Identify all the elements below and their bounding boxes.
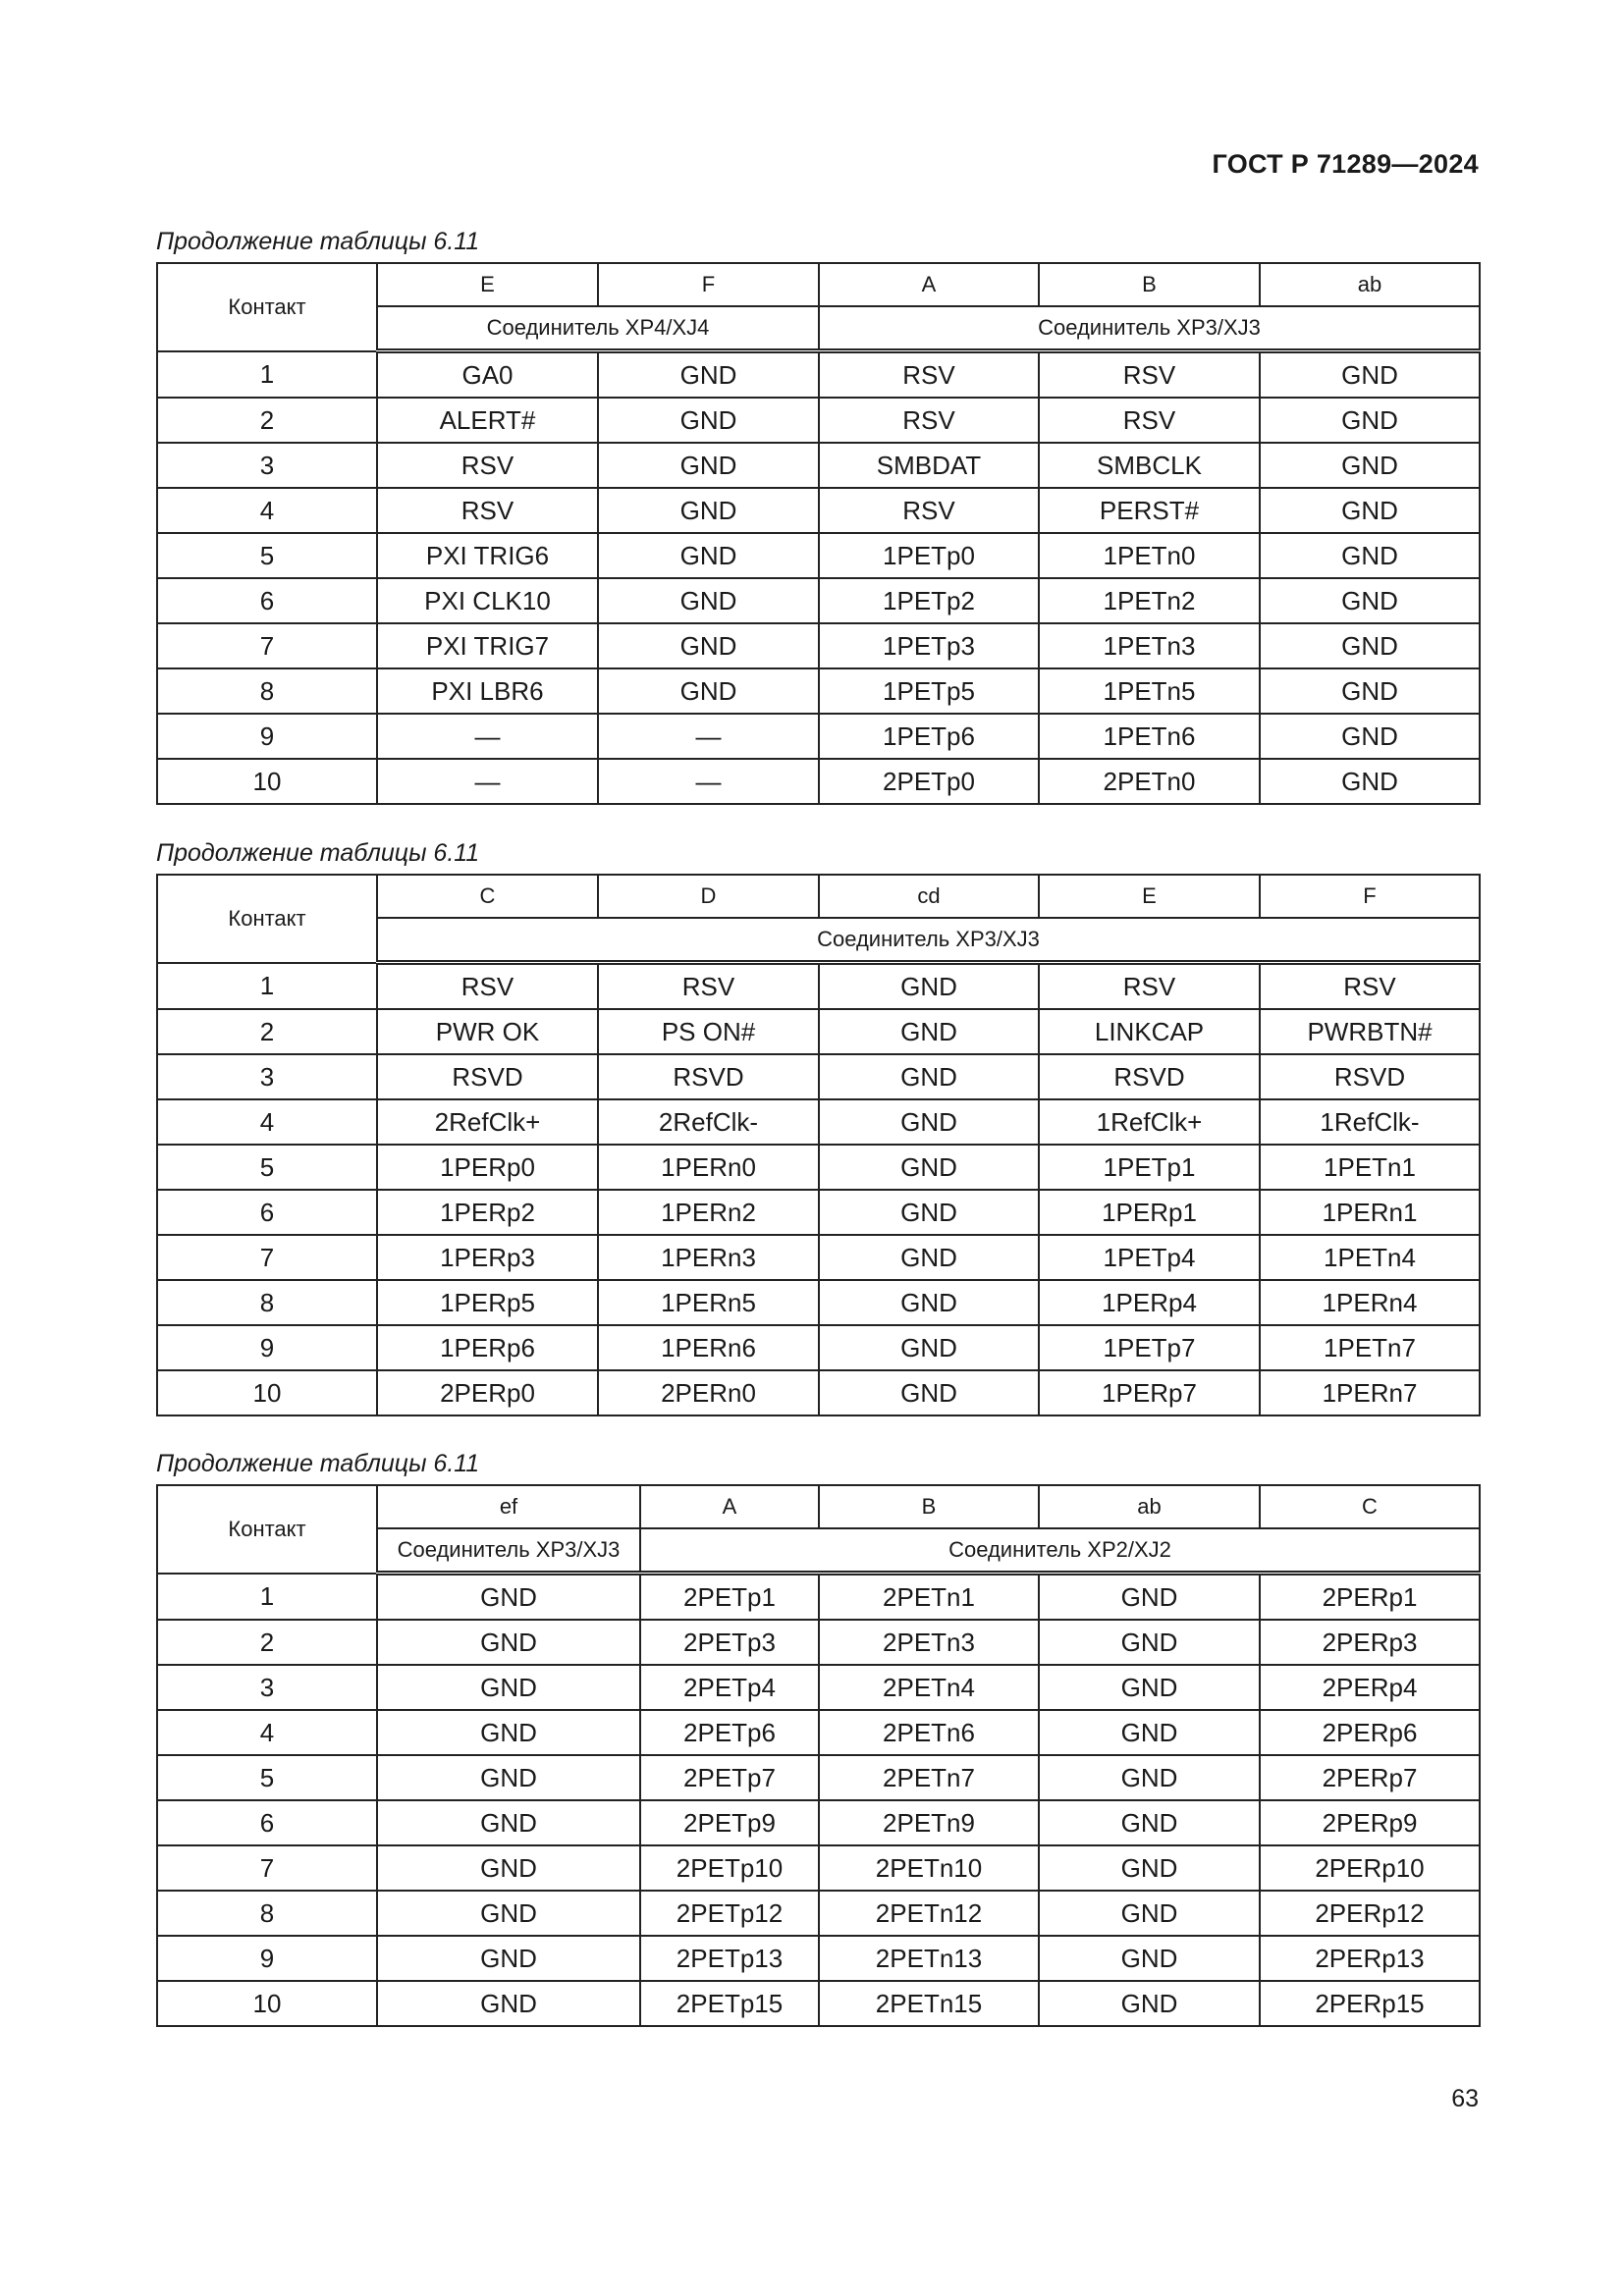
contact-number-cell: 1	[157, 1574, 377, 1621]
pin-signal-cell: GND	[819, 1190, 1039, 1235]
pin-signal-cell: 2PERp3	[1260, 1620, 1480, 1665]
table-row	[157, 578, 1480, 623]
pin-signal-cell: PS ON#	[598, 1009, 819, 1054]
pin-signal-cell: RSV	[819, 398, 1039, 443]
contact-header: Контакт	[157, 1485, 377, 1574]
pin-signal-cell: RSVD	[1039, 1054, 1260, 1099]
pin-signal-cell: GND	[1039, 1981, 1260, 2026]
column-header: E	[377, 263, 598, 306]
contact-number-cell: 4	[157, 1099, 377, 1145]
table-row	[157, 1755, 1480, 1800]
table-row	[157, 533, 1480, 578]
pin-signal-cell: 1PETn2	[1039, 578, 1260, 623]
pin-table-2	[156, 874, 1481, 1416]
pin-signal-cell: 1PETn7	[1260, 1325, 1480, 1370]
table-row	[157, 1845, 1480, 1891]
connector-group-header: Соединитель XP3/XJ3	[819, 306, 1480, 351]
pin-signal-cell: GND	[1260, 759, 1480, 804]
pin-signal-cell: GND	[819, 1145, 1039, 1190]
column-header: B	[819, 1485, 1039, 1528]
contact-number-cell: 10	[157, 1370, 377, 1415]
column-header: F	[1260, 875, 1480, 918]
table-row	[157, 1891, 1480, 1936]
pin-signal-cell: GND	[598, 668, 819, 714]
document-id-header: ГОСТ Р 71289—2024	[1212, 149, 1479, 179]
pin-signal-cell: GND	[377, 1981, 640, 2026]
pin-signal-cell: 2PERp4	[1260, 1665, 1480, 1710]
pin-signal-cell: —	[598, 759, 819, 804]
pin-signal-cell: GND	[1260, 533, 1480, 578]
pin-signal-cell: GND	[819, 1009, 1039, 1054]
pin-signal-cell: 2PETp12	[640, 1891, 819, 1936]
contact-number-cell: 2	[157, 1009, 377, 1054]
table-row	[157, 1981, 1480, 2026]
contact-header: Контакт	[157, 875, 377, 963]
pin-signal-cell: GND	[819, 1235, 1039, 1280]
pin-signal-cell: RSVD	[1260, 1054, 1480, 1099]
pin-signal-cell: 1PETn1	[1260, 1145, 1480, 1190]
pin-signal-cell: 2PETp4	[640, 1665, 819, 1710]
table-header-row	[157, 1485, 1480, 1528]
pin-signal-cell: 1PERp3	[377, 1235, 598, 1280]
pin-signal-cell: 2RefClk-	[598, 1099, 819, 1145]
pin-signal-cell: GND	[1260, 668, 1480, 714]
pin-signal-cell: PXI CLK10	[377, 578, 598, 623]
pin-signal-cell: 1PETn3	[1039, 623, 1260, 668]
pin-signal-cell: GND	[377, 1800, 640, 1845]
contact-number-cell: 1	[157, 963, 377, 1010]
pin-signal-cell: RSV	[598, 963, 819, 1010]
pin-signal-cell: 1PERp4	[1039, 1280, 1260, 1325]
table-row	[157, 1620, 1480, 1665]
contact-number-cell: 6	[157, 1800, 377, 1845]
pin-signal-cell: 1PERn6	[598, 1325, 819, 1370]
pin-signal-cell: 1PETn0	[1039, 533, 1260, 578]
contact-number-cell: 10	[157, 759, 377, 804]
table-row	[157, 1370, 1480, 1415]
pin-signal-cell: GND	[598, 488, 819, 533]
table-row	[157, 1710, 1480, 1755]
pin-signal-cell: 1RefClk-	[1260, 1099, 1480, 1145]
pin-signal-cell: GND	[819, 1280, 1039, 1325]
pin-signal-cell: GND	[1039, 1755, 1260, 1800]
contact-number-cell: 8	[157, 1280, 377, 1325]
table-row	[157, 351, 1480, 399]
pin-signal-cell: GND	[1260, 623, 1480, 668]
pin-signal-cell: 2PERp0	[377, 1370, 598, 1415]
pin-signal-cell: GND	[1260, 398, 1480, 443]
connector-group-header: Соединитель XP3/XJ3	[377, 918, 1480, 963]
table-row	[157, 398, 1480, 443]
pin-signal-cell: 2PETn7	[819, 1755, 1039, 1800]
pin-signal-cell: GND	[598, 443, 819, 488]
pin-signal-cell: GND	[1260, 578, 1480, 623]
table-3-caption: Продолжение таблицы 6.11	[156, 1450, 480, 1477]
table-row	[157, 488, 1480, 533]
contact-number-cell: 9	[157, 1936, 377, 1981]
table-row	[157, 1936, 1480, 1981]
pin-signal-cell: 2PERp1	[1260, 1574, 1480, 1621]
column-header: A	[640, 1485, 819, 1528]
page-number: 63	[1451, 2085, 1479, 2112]
pin-signal-cell: 2PERp13	[1260, 1936, 1480, 1981]
pin-signal-cell: RSV	[1039, 963, 1260, 1010]
pin-signal-cell: GND	[598, 623, 819, 668]
contact-number-cell: 3	[157, 443, 377, 488]
pin-signal-cell: RSV	[1260, 963, 1480, 1010]
pin-signal-cell: 2PETp3	[640, 1620, 819, 1665]
pin-signal-cell: 1PERn2	[598, 1190, 819, 1235]
contact-number-cell: 6	[157, 578, 377, 623]
pin-signal-cell: 2PETn1	[819, 1574, 1039, 1621]
pin-signal-cell: RSV	[819, 488, 1039, 533]
pin-signal-cell: GND	[598, 578, 819, 623]
pin-signal-cell: PXI LBR6	[377, 668, 598, 714]
column-header: ab	[1039, 1485, 1260, 1528]
pin-signal-cell: 1PETn5	[1039, 668, 1260, 714]
pin-table-1	[156, 262, 1481, 805]
pin-signal-cell: GND	[598, 351, 819, 399]
table-row	[157, 714, 1480, 759]
contact-number-cell: 7	[157, 623, 377, 668]
pin-signal-cell: 1PERn1	[1260, 1190, 1480, 1235]
column-header: E	[1039, 875, 1260, 918]
table-header-row	[157, 263, 1480, 306]
table-row	[157, 668, 1480, 714]
pin-signal-cell: GND	[377, 1891, 640, 1936]
column-header: A	[819, 263, 1039, 306]
table-row	[157, 1325, 1480, 1370]
pin-signal-cell: GND	[819, 1099, 1039, 1145]
contact-number-cell: 9	[157, 1325, 377, 1370]
pin-signal-cell: PXI TRIG7	[377, 623, 598, 668]
pin-signal-cell: 2PETn4	[819, 1665, 1039, 1710]
pin-signal-cell: 1PERn5	[598, 1280, 819, 1325]
table-row	[157, 1190, 1480, 1235]
pin-signal-cell: 1PERn0	[598, 1145, 819, 1190]
contact-number-cell: 5	[157, 533, 377, 578]
pin-signal-cell: LINKCAP	[1039, 1009, 1260, 1054]
pin-signal-cell: RSV	[377, 963, 598, 1010]
pin-signal-cell: 2PETn0	[1039, 759, 1260, 804]
pin-signal-cell: GND	[819, 963, 1039, 1010]
pin-signal-cell: 1PERp7	[1039, 1370, 1260, 1415]
pin-signal-cell: 2PETp1	[640, 1574, 819, 1621]
pin-signal-cell: 2PETn12	[819, 1891, 1039, 1936]
column-header: F	[598, 263, 819, 306]
pin-signal-cell: GND	[1039, 1665, 1260, 1710]
column-header: cd	[819, 875, 1039, 918]
pin-signal-cell: GND	[1260, 351, 1480, 399]
column-header: B	[1039, 263, 1260, 306]
pin-signal-cell: 2PETp13	[640, 1936, 819, 1981]
table-row	[157, 1145, 1480, 1190]
table-row	[157, 623, 1480, 668]
pin-signal-cell: GA0	[377, 351, 598, 399]
pin-signal-cell: GND	[1039, 1891, 1260, 1936]
pin-signal-cell: 2PETp6	[640, 1710, 819, 1755]
pin-signal-cell: GND	[377, 1845, 640, 1891]
pin-signal-cell: PWRBTN#	[1260, 1009, 1480, 1054]
pin-signal-cell: RSV	[1039, 398, 1260, 443]
pin-signal-cell: GND	[1260, 714, 1480, 759]
pin-signal-cell: 2PETp15	[640, 1981, 819, 2026]
table-row	[157, 1574, 1480, 1621]
contact-number-cell: 9	[157, 714, 377, 759]
contact-header: Контакт	[157, 263, 377, 351]
pin-signal-cell: 2PETn13	[819, 1936, 1039, 1981]
pin-signal-cell: 1PERp2	[377, 1190, 598, 1235]
contact-number-cell: 8	[157, 668, 377, 714]
pin-signal-cell: RSV	[819, 351, 1039, 399]
table-row	[157, 443, 1480, 488]
pin-signal-cell: 1PETp2	[819, 578, 1039, 623]
pin-signal-cell: 1PETp4	[1039, 1235, 1260, 1280]
column-header: ef	[377, 1485, 640, 1528]
pin-signal-cell: 1PETn6	[1039, 714, 1260, 759]
pin-signal-cell: GND	[1039, 1936, 1260, 1981]
table-row	[157, 1009, 1480, 1054]
pin-signal-cell: RSV	[1039, 351, 1260, 399]
pin-signal-cell: 1PETp3	[819, 623, 1039, 668]
pin-signal-cell: GND	[377, 1620, 640, 1665]
pin-signal-cell: 2PETn15	[819, 1981, 1039, 2026]
contact-number-cell: 3	[157, 1665, 377, 1710]
pin-signal-cell: GND	[377, 1574, 640, 1621]
pin-signal-cell: 1PERn7	[1260, 1370, 1480, 1415]
contact-number-cell: 7	[157, 1235, 377, 1280]
pin-signal-cell: RSVD	[377, 1054, 598, 1099]
pin-signal-cell: 1PETp5	[819, 668, 1039, 714]
pin-signal-cell: GND	[377, 1936, 640, 1981]
pin-signal-cell: 2PERp7	[1260, 1755, 1480, 1800]
pin-signal-cell: 1PETn4	[1260, 1235, 1480, 1280]
pin-signal-cell: 2PETn9	[819, 1800, 1039, 1845]
pin-signal-cell: 1PERn3	[598, 1235, 819, 1280]
pin-signal-cell: 2PERp12	[1260, 1891, 1480, 1936]
contact-number-cell: 4	[157, 488, 377, 533]
pin-signal-cell: GND	[598, 398, 819, 443]
pin-signal-cell: GND	[1039, 1845, 1260, 1891]
pin-signal-cell: RSV	[377, 488, 598, 533]
contact-number-cell: 3	[157, 1054, 377, 1099]
pin-signal-cell: 1PERp1	[1039, 1190, 1260, 1235]
pin-signal-cell: 2PETn6	[819, 1710, 1039, 1755]
pin-signal-cell: RSV	[377, 443, 598, 488]
contact-number-cell: 5	[157, 1145, 377, 1190]
pin-signal-cell: 1RefClk+	[1039, 1099, 1260, 1145]
pin-signal-cell: 1PETp6	[819, 714, 1039, 759]
contact-number-cell: 2	[157, 398, 377, 443]
pin-signal-cell: 2PERp15	[1260, 1981, 1480, 2026]
pin-signal-cell: 2PERp6	[1260, 1710, 1480, 1755]
pin-signal-cell: 2PETp7	[640, 1755, 819, 1800]
table-row	[157, 1235, 1480, 1280]
column-header: ab	[1260, 263, 1480, 306]
table-row	[157, 1665, 1480, 1710]
pin-signal-cell: 2PERn0	[598, 1370, 819, 1415]
pin-signal-cell: SMBDAT	[819, 443, 1039, 488]
contact-number-cell: 8	[157, 1891, 377, 1936]
contact-number-cell: 2	[157, 1620, 377, 1665]
pin-signal-cell: 2PETp0	[819, 759, 1039, 804]
pin-signal-cell: GND	[819, 1054, 1039, 1099]
pin-signal-cell: GND	[377, 1710, 640, 1755]
pin-signal-cell: 1PERp6	[377, 1325, 598, 1370]
pin-signal-cell: GND	[1039, 1620, 1260, 1665]
pin-signal-cell: 1PERp5	[377, 1280, 598, 1325]
pin-signal-cell: GND	[377, 1665, 640, 1710]
pin-signal-cell: GND	[1260, 488, 1480, 533]
table-row	[157, 1280, 1480, 1325]
pin-signal-cell: 2PERp10	[1260, 1845, 1480, 1891]
pin-signal-cell: 2RefClk+	[377, 1099, 598, 1145]
table-row	[157, 1800, 1480, 1845]
pin-signal-cell: 1PETp1	[1039, 1145, 1260, 1190]
contact-number-cell: 1	[157, 351, 377, 399]
pin-signal-cell: 2PETn3	[819, 1620, 1039, 1665]
contact-number-cell: 7	[157, 1845, 377, 1891]
column-header: D	[598, 875, 819, 918]
pin-signal-cell: 1PERn4	[1260, 1280, 1480, 1325]
pin-signal-cell: PERST#	[1039, 488, 1260, 533]
pin-signal-cell: —	[598, 714, 819, 759]
pin-signal-cell: GND	[1039, 1800, 1260, 1845]
pin-signal-cell: 2PETp10	[640, 1845, 819, 1891]
connector-group-header: Соединитель XP4/XJ4	[377, 306, 819, 351]
contact-number-cell: 6	[157, 1190, 377, 1235]
pin-signal-cell: 1PETp0	[819, 533, 1039, 578]
connector-group-header: Соединитель XP2/XJ2	[640, 1528, 1480, 1574]
table-row	[157, 963, 1480, 1010]
pin-signal-cell: —	[377, 714, 598, 759]
table-row	[157, 1054, 1480, 1099]
pin-signal-cell: 2PETp9	[640, 1800, 819, 1845]
contact-number-cell: 4	[157, 1710, 377, 1755]
connector-group-header: Соединитель XP3/XJ3	[377, 1528, 640, 1574]
pin-signal-cell: 2PERp9	[1260, 1800, 1480, 1845]
table-header-row	[157, 875, 1480, 918]
pin-signal-cell: GND	[1039, 1574, 1260, 1621]
pin-signal-cell: GND	[377, 1755, 640, 1800]
pin-signal-cell: RSVD	[598, 1054, 819, 1099]
pin-signal-cell: SMBCLK	[1039, 443, 1260, 488]
pin-signal-cell: GND	[598, 533, 819, 578]
pin-signal-cell: GND	[819, 1370, 1039, 1415]
table-row	[157, 1099, 1480, 1145]
contact-number-cell: 5	[157, 1755, 377, 1800]
pin-signal-cell: PWR OK	[377, 1009, 598, 1054]
pin-signal-cell: GND	[1260, 443, 1480, 488]
column-header: C	[377, 875, 598, 918]
pin-table-3	[156, 1484, 1481, 2027]
pin-signal-cell: ALERT#	[377, 398, 598, 443]
pin-signal-cell: PXI TRIG6	[377, 533, 598, 578]
pin-signal-cell: 2PETn10	[819, 1845, 1039, 1891]
table-2-caption: Продолжение таблицы 6.11	[156, 839, 480, 867]
pin-signal-cell: 1PERp0	[377, 1145, 598, 1190]
table-1-caption: Продолжение таблицы 6.11	[156, 228, 480, 255]
pin-signal-cell: —	[377, 759, 598, 804]
pin-signal-cell: GND	[1039, 1710, 1260, 1755]
table-row	[157, 759, 1480, 804]
contact-number-cell: 10	[157, 1981, 377, 2026]
pin-signal-cell: GND	[819, 1325, 1039, 1370]
pin-signal-cell: 1PETp7	[1039, 1325, 1260, 1370]
column-header: C	[1260, 1485, 1480, 1528]
